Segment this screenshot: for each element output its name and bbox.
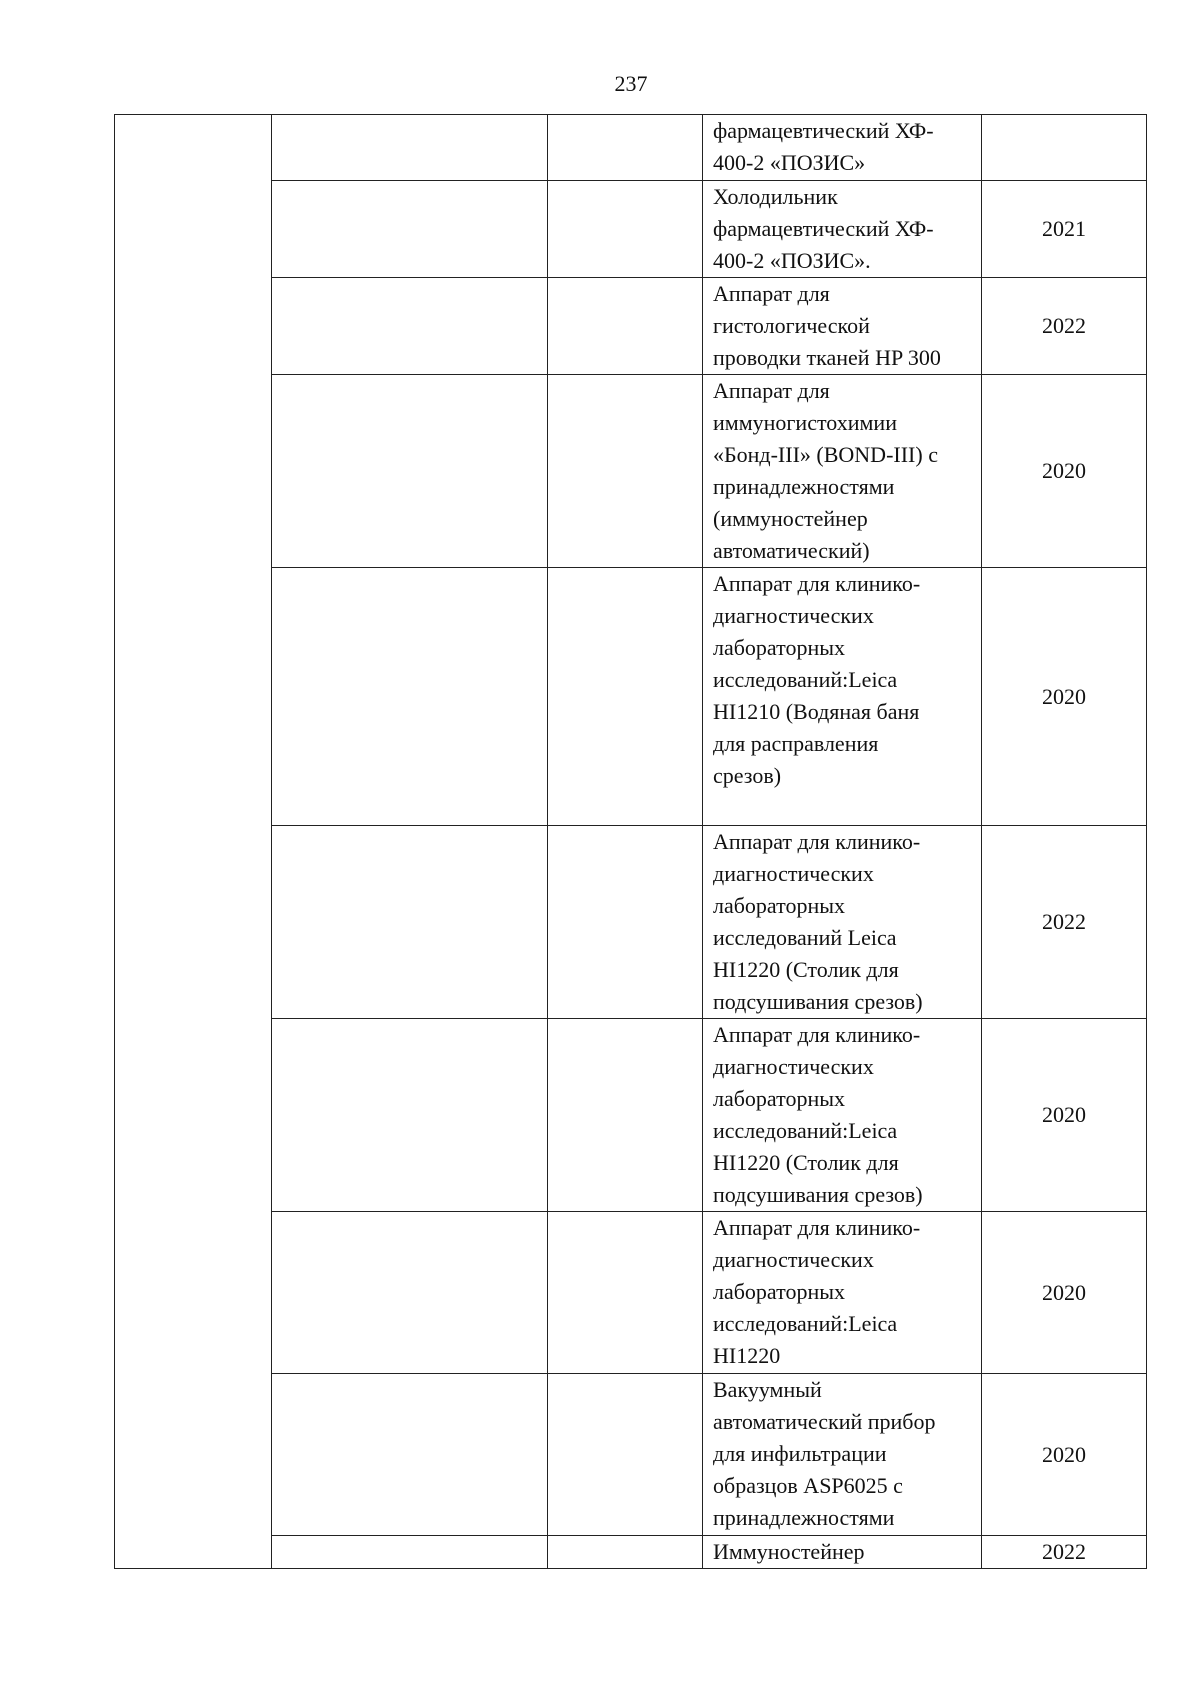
table-cell-blank-col3 [548, 568, 703, 826]
equipment-name [703, 1212, 982, 1374]
equipment-name [703, 1019, 982, 1212]
table-cell-blank-col1 [115, 115, 272, 1569]
table-cell-blank-col2 [272, 181, 548, 278]
equipment-name-text: Аппарат для клинико- диагностических лабораторных исследований:Leica HI1210 (Водяная баня для расправления срезов) [713, 571, 921, 788]
equipment-name-text: Иммуностейнер [713, 1539, 865, 1564]
equipment-year: 2022 [982, 826, 1147, 1019]
equipment-name-text: Аппарат для иммуногистохимии «Бонд-III» (BOND-III) с принадлежностями (иммуностейнер автоматический) [713, 378, 938, 563]
table-cell-blank-col2 [272, 826, 548, 1019]
table-cell-blank-col3 [548, 375, 703, 568]
equipment-name-text: Аппарат для гистологической проводки тканей HP 300 [713, 281, 941, 370]
equipment-year: 2020 [982, 568, 1147, 826]
table-cell-blank-col2 [272, 1212, 548, 1374]
table-cell-blank-col2 [272, 115, 548, 181]
equipment-name [703, 115, 982, 181]
table-cell-blank-col3 [548, 1374, 703, 1536]
equipment-year: 2022 [982, 278, 1147, 375]
equipment-year: 2020 [982, 1374, 1147, 1536]
equipment-name-text: Холодильник фармацевтический ХФ- 400-2 «ПОЗИС». [713, 184, 934, 273]
equipment-name [703, 1374, 982, 1536]
equipment-name [703, 1536, 982, 1569]
equipment-year: 2020 [982, 1212, 1147, 1374]
equipment-name-text: Аппарат для клинико- диагностических лабораторных исследований:Leica HI1220 (Столик для подсушивания срезов) [713, 1022, 923, 1207]
equipment-year: 2020 [982, 1019, 1147, 1212]
table-cell-blank-col2 [272, 568, 548, 826]
table-cell-blank-col3 [548, 1019, 703, 1212]
equipment-name [703, 826, 982, 1019]
equipment-year: 2022 [982, 1536, 1147, 1569]
page-number: 237 [614, 71, 648, 96]
equipment-year: 2021 [982, 181, 1147, 278]
equipment-name-text: Вакуумный автоматический прибор для инфильтрации образцов ASP6025 с принадлежностями [713, 1377, 936, 1530]
table-cell-blank-col3 [548, 278, 703, 375]
table-cell-blank-col2 [272, 1536, 548, 1569]
equipment-year [982, 115, 1147, 181]
equipment-name [703, 278, 982, 375]
table-cell-blank-col3 [548, 826, 703, 1019]
equipment-year: 2020 [982, 375, 1147, 568]
equipment-table [114, 114, 1147, 1569]
equipment-name [703, 181, 982, 278]
table-cell-blank-col2 [272, 278, 548, 375]
equipment-name-text: Аппарат для клинико- диагностических лабораторных исследований:Leica HI1220 [713, 1215, 921, 1368]
table-cell-blank-col2 [272, 1019, 548, 1212]
table-cell-blank-col2 [272, 1374, 548, 1536]
table-row [115, 115, 1147, 181]
equipment-name [703, 375, 982, 568]
table-cell-blank-col3 [548, 181, 703, 278]
table-cell-blank-col3 [548, 1212, 703, 1374]
table-cell-blank-col2 [272, 375, 548, 568]
table-cell-blank-col3 [548, 115, 703, 181]
table-cell-blank-col3 [548, 1536, 703, 1569]
equipment-name-text: фармацевтический ХФ- 400-2 «ПОЗИС» [713, 118, 934, 175]
equipment-name [703, 568, 982, 826]
equipment-name-text: Аппарат для клинико- диагностических лабораторных исследований Leica HI1220 (Столик для подсушивания срезов) [713, 829, 923, 1014]
